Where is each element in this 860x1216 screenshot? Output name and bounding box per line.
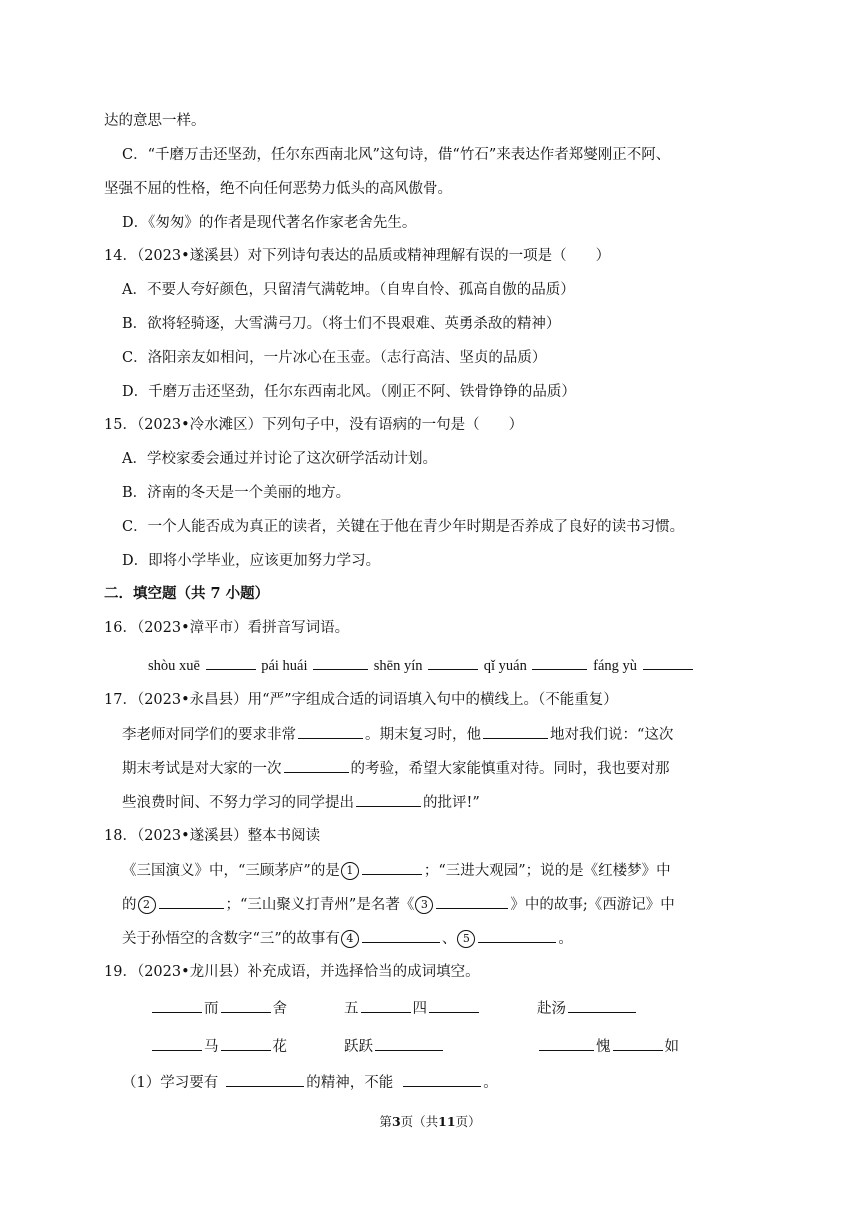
page-number: 3 [391, 1114, 401, 1129]
answer-blank[interactable] [226, 1072, 304, 1087]
answer-blank[interactable] [298, 724, 363, 739]
answer-blank[interactable] [478, 928, 556, 943]
answer-blank[interactable] [206, 655, 256, 670]
question-17: 17．（2023•永昌县）用“严”字组成合适的词语填入句中的横线上。（不能重复） [104, 692, 618, 708]
answer-blank[interactable] [436, 894, 508, 909]
question-15-option-d: D．即将小学毕业，应该更加努力学习。 [122, 553, 381, 569]
answer-blank[interactable] [361, 998, 411, 1013]
answer-blank[interactable] [375, 1036, 443, 1051]
answer-blank[interactable] [152, 1036, 202, 1051]
question-19-sub-1: （1）学习要有 的精神，不能 。 [122, 1072, 498, 1093]
question-18: 18．（2023•遂溪县）整本书阅读 [104, 828, 321, 844]
idiom-item: 而 舍 [150, 998, 287, 1019]
idiom-item: 马 花 [150, 1036, 287, 1057]
question-14-option-d: D．千磨万击还坚劲，任尔东西南北风。（刚正不阿、铁骨铮铮的品质） [122, 384, 576, 400]
idiom-item: 愧 如 [537, 1036, 679, 1057]
question-16: 16．（2023•漳平市）看拼音写词语。 [104, 620, 350, 636]
answer-blank[interactable] [221, 1036, 271, 1051]
idiom-item: 赴汤 [537, 998, 638, 1019]
answer-blank[interactable] [159, 894, 224, 909]
question-18-line: 的 2 ；“三山聚义打青州”是名著《 3 》中的故事;《西游记》中 [122, 894, 675, 915]
answer-blank[interactable] [284, 758, 349, 773]
pinyin-row [148, 655, 695, 676]
question-17-line: 些浪费时间、不努力学习的同学提出 的批评!” [122, 792, 480, 813]
question-15-option-b: B．济南的冬天是一个美丽的地方。 [122, 485, 351, 501]
question-15: 15．（2023•冷水滩区）下列句子中，没有语病的一句是（ ） [104, 417, 524, 433]
answer-blank[interactable] [483, 724, 548, 739]
answer-blank[interactable] [539, 1036, 594, 1051]
answer-blank[interactable] [356, 792, 421, 807]
answer-blank[interactable] [152, 998, 202, 1013]
circled-number: 4 [341, 930, 359, 948]
question-14: 14．（2023•遂溪县）对下列诗句表达的品质或精神理解有误的一项是（ ） [104, 248, 611, 264]
pinyin-word: shēn yín [373, 658, 423, 674]
option-c-line: C．“千磨万击还坚劲，任尔东西南北风”这句诗，借“竹石”来表达作者郑燮刚正不阿、 [122, 147, 671, 163]
circled-number: 1 [341, 862, 359, 880]
question-17-line: 期末考试是对大家的一次 的考验，希望大家能慎重对待。同时，我也要对那 [122, 758, 670, 779]
circled-number: 2 [138, 896, 156, 914]
page-total: 11 [438, 1114, 456, 1129]
idiom-item: 五 四 [344, 998, 481, 1019]
question-18-line: 《三国演义》中，“三顾茅庐”的是 1 ；“三进大观园”；说的是《红楼梦》中 [122, 860, 671, 881]
idiom-item: 跃跃 [344, 1036, 445, 1057]
section-heading: 二．填空题（共 7 小题） [104, 585, 270, 602]
question-15-option-a: A．学校家委会通过并讨论了这次研学活动计划。 [122, 451, 437, 467]
question-14-option-b: B．欲将轻骑逐，大雪满弓刀。（将士们不畏艰难、英勇杀敌的精神） [122, 316, 561, 332]
answer-blank[interactable] [568, 998, 636, 1013]
answer-blank[interactable] [362, 928, 440, 943]
answer-blank[interactable] [613, 1036, 663, 1051]
answer-blank[interactable] [428, 655, 478, 670]
text-line: 坚强不屈的性格，绝不向任何恶势力低头的高风傲骨。 [104, 181, 452, 197]
question-17-line: 李老师对同学们的要求非常 。期末复习时，他 地对我们说：“这次 [122, 724, 673, 745]
question-15-option-c: C．一个人能否成为真正的读者，关键在于他在青少年时期是否养成了良好的读书习惯。 [122, 519, 685, 535]
pinyin-word: fáng yù [593, 658, 637, 674]
pinyin-word: qǐ yuán [483, 658, 527, 674]
option-d-line: D．《匆匆》的作者是现代著名作家老舍先生。 [122, 215, 417, 231]
circled-number: 3 [415, 896, 433, 914]
answer-blank[interactable] [403, 1072, 481, 1087]
answer-blank[interactable] [643, 655, 693, 670]
pinyin-word: shòu xuē [148, 658, 200, 674]
question-19: 19．（2023•龙川县）补充成语，并选择恰当的成词填空。 [104, 964, 480, 980]
question-18-line: 关于孙悟空的含数字“三”的故事有 4 、 5 。 [122, 928, 573, 949]
pinyin-word: pái huái [261, 658, 308, 674]
question-14-option-c: C．洛阳亲友如相问，一片冰心在玉壶。（志行高洁、坚贞的品质） [122, 350, 547, 366]
answer-blank[interactable] [429, 998, 479, 1013]
answer-blank[interactable] [221, 998, 271, 1013]
question-14-option-a: A．不要人夸好颜色，只留清气满乾坤。（自卑自怜、孤高自傲的品质） [122, 282, 575, 298]
answer-blank[interactable] [313, 655, 368, 670]
page-footer: 第3页（共11页） [379, 1114, 481, 1129]
text-line: 达的意思一样。 [104, 113, 206, 129]
circled-number: 5 [457, 930, 475, 948]
answer-blank[interactable] [532, 655, 587, 670]
answer-blank[interactable] [362, 860, 422, 875]
